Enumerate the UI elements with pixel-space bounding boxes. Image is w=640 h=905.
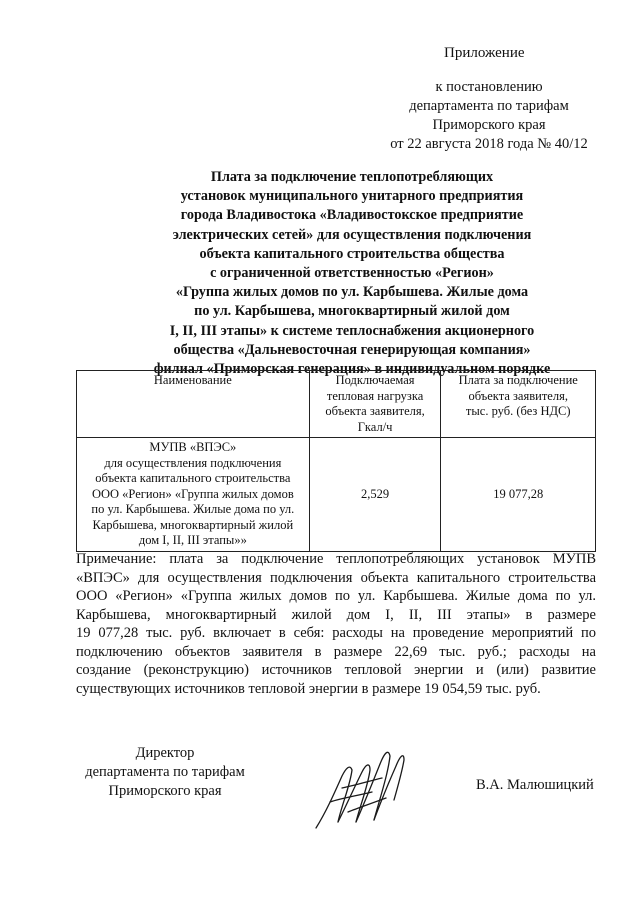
cell-fee: 19 077,28 [441, 438, 596, 552]
header-name [77, 371, 310, 438]
cell-line: для осуществления подключения [104, 455, 282, 470]
appendix-label: Приложение [444, 45, 525, 61]
header-line: объекта заявителя, [468, 388, 568, 403]
title-line: по ул. Карбышева, многоквартирный жилой дом [194, 303, 510, 320]
header-line: тепловая нагрузка [326, 388, 424, 403]
note-line: «ВПЭС» для осуществления подключения объекта капитального строительства [76, 569, 596, 586]
title-line: установок муниципального унитарного предприятия [180, 188, 524, 205]
cell-name [77, 438, 310, 552]
position-line: Директор [135, 745, 195, 761]
note-line: создание (реконструкцию) источников тепловой энергии и (или) развитие [76, 662, 596, 678]
fee-table [76, 370, 596, 552]
cell-load: 2,529 [309, 438, 441, 552]
director-position [60, 744, 270, 801]
header-line: Плата за подключение [458, 373, 578, 387]
title-line: общества «Дальневосточная генерирующая компания» [173, 341, 531, 358]
document-title [92, 168, 612, 379]
title-line: филиал «Приморская генерация» в индивидуальном порядке [153, 361, 551, 378]
header-line: тыс. руб. (без НДС) [465, 404, 571, 418]
title-line: электрических сетей» для осуществления подключения [172, 226, 532, 243]
cell-line: ООО «Регион» «Группа жилых домов [91, 486, 294, 501]
header-line: объекта заявителя, [325, 404, 425, 418]
cell-line: по ул. Карбышева. Жилые дома по ул. [91, 502, 295, 516]
note-line: Карбышева, многоквартирный жилой дом I, II, III этапы» в размере [76, 606, 596, 623]
resolution-line: департамента по тарифам [409, 98, 569, 114]
table-header-row [77, 371, 596, 438]
title-line: Плата за подключение теплопотребляющих [210, 169, 494, 185]
signer-name: В.А. Малюшицкий [476, 777, 594, 793]
resolution-reference [364, 78, 614, 154]
handwritten-signature [312, 742, 408, 832]
header-fee [441, 371, 596, 438]
note-line: ООО «Регион» «Группа жилых домов по ул. Карбышева. Жилые дома по ул. [76, 588, 596, 604]
cell-line: Карбышева, многоквартирный жилой [92, 517, 294, 532]
title-line: города Владивостока «Владивостокское предприятие [180, 207, 524, 224]
note-line: 19 077,28 тыс. руб. включает в себя: расходы на проведение мероприятий по [76, 625, 596, 641]
header-line: Гкал/ч [357, 419, 393, 434]
position-line: департамента по тарифам [85, 764, 245, 780]
title-line: «Группа жилых домов по ул. Карбышева. Жилые дома [175, 284, 529, 301]
cell-line: дом I, II, III этапы»» [138, 533, 247, 547]
header-load [309, 371, 441, 438]
title-line: I, II, III этапы» к системе теплоснабжения акционерного [169, 322, 535, 339]
resolution-line: Приморского края [432, 117, 546, 133]
table-row [77, 438, 596, 552]
note-line: существующих источников тепловой энергии в размере 19 054,59 тыс. руб. [76, 680, 541, 697]
cell-line: объекта капитального строительства [95, 471, 291, 485]
title-line: объекта капитального строительства общества [199, 245, 505, 262]
header-line: Подключаемая [335, 373, 415, 387]
header-line: Наименование [153, 373, 232, 387]
note-line: подключению объектов заявителя в размере 22,69 тыс. руб.; расходы на [76, 643, 596, 660]
resolution-date-line: от 22 августа 2018 года № 40/12 [390, 136, 588, 152]
cell-line: МУПВ «ВПЭС» [149, 440, 237, 454]
resolution-line: к постановлению [435, 79, 543, 95]
note-paragraph [76, 550, 596, 698]
position-line: Приморского края [108, 783, 222, 799]
note-line: Примечание: плата за подключение теплопотребляющих установок МУПВ [76, 551, 596, 567]
title-line: с ограниченной ответственностью «Регион» [210, 265, 494, 282]
